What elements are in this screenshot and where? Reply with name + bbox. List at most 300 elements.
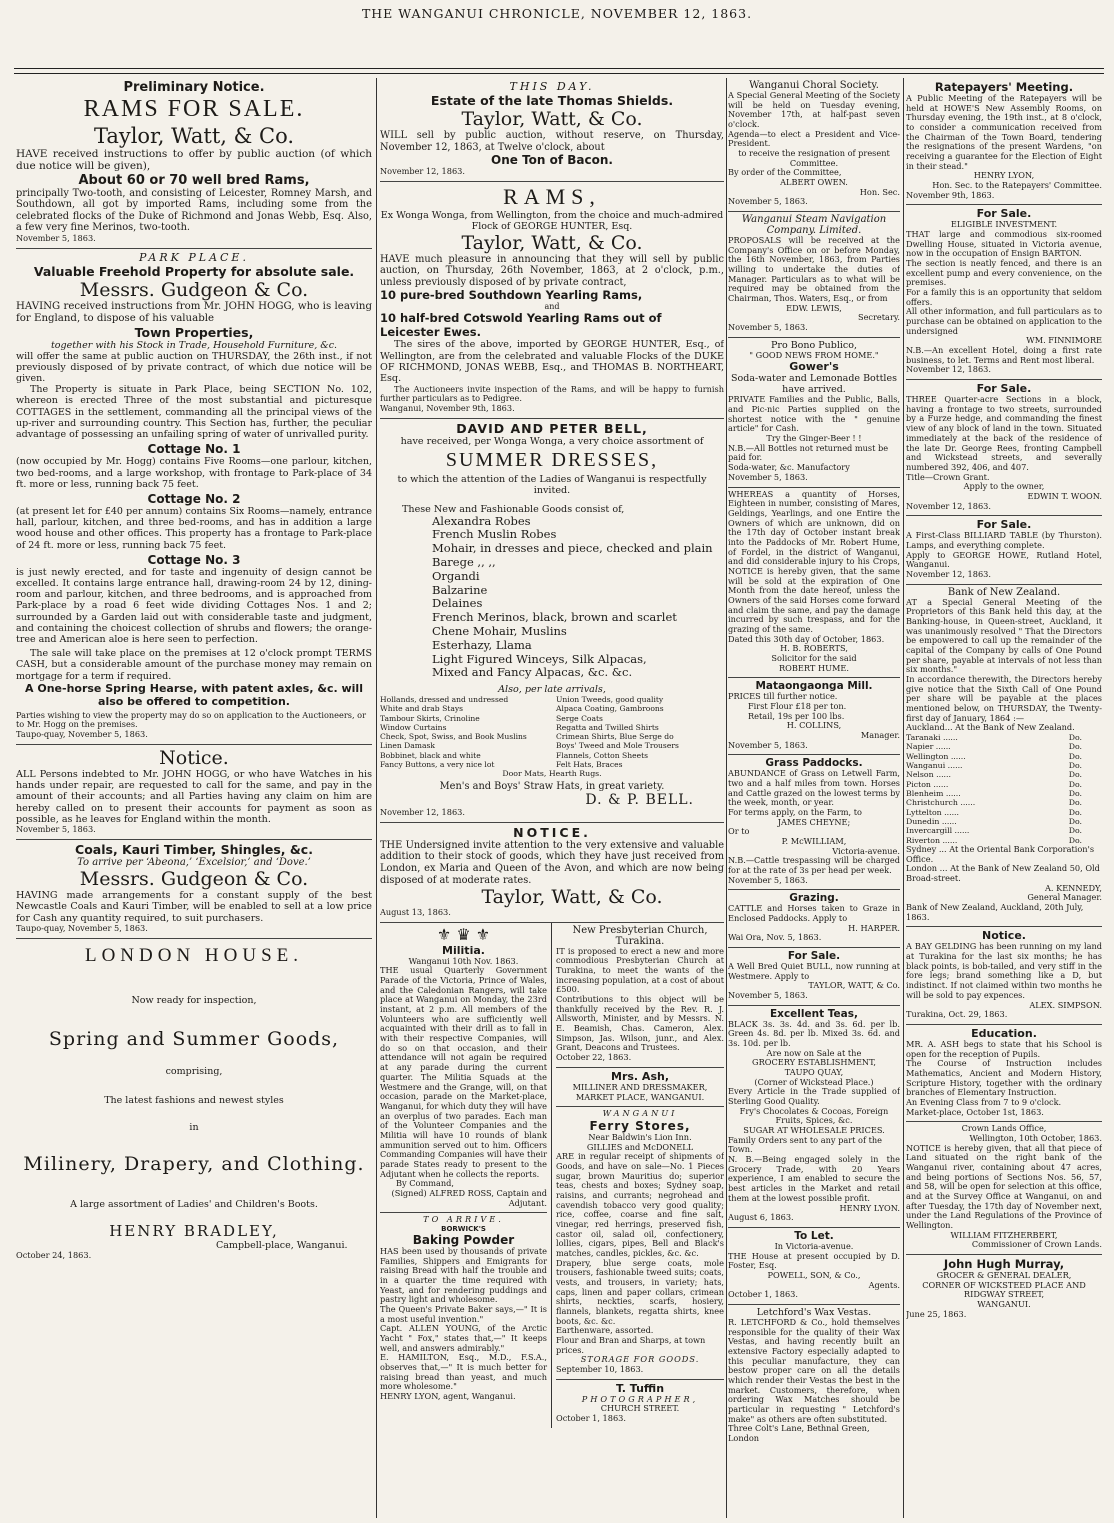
firm-name: Messrs. Gudgeon & Co.: [79, 868, 309, 890]
ad-title: Excellent Teas,: [770, 1007, 858, 1020]
ad-title: Baking Powder: [412, 1232, 515, 1247]
ad-date: Market-place, October 1st, 1863.: [906, 1106, 1044, 1117]
ad-excellent-teas: [728, 1006, 900, 1228]
ad-choral-society: [728, 78, 900, 212]
ad-street: CHURCH STREET.: [600, 1403, 680, 1414]
bank-place-name: Invercargill ......: [906, 826, 970, 836]
ad-body: PRIVATE Families and the Public, Balls, and Pic-nic Parties supplied on the shortest notice with the " genuine article" for Cash.: [728, 394, 900, 434]
goods-item: Light Figured Winceys, Silk Alpacas,: [432, 651, 647, 666]
ad-sugar: SUGAR AT WHOLESALE PRICES.: [743, 1125, 885, 1136]
ad-date: August 6, 1863.: [728, 1212, 794, 1223]
ad-price-2: Retail, 19s per 100 lbs.: [748, 710, 845, 721]
ad-title: NOTICE.: [513, 824, 591, 840]
ad-for-sale-sections: [906, 380, 1102, 516]
ad-or: Or to: [728, 826, 750, 837]
ad-body: WHEREAS a quantity of Horses, Eighteen in number, consisting of Mares, Geldings, Yearlings, and one Entire the Owners of which are unknown, did on the 17th day of October instant break into the Paddocks of Mr. Robert Hume, of Fordel, in the district of Wanganui, and did considerable injury to his Crops, NOTICE is hereby given, that the same will be sold at the expiration of One Month from the date hereof, unless the Owners of the said Horses come forward and claim the same, and pay the damage incurred by such trespass, and for the grazing of the same.: [728, 488, 900, 634]
ad-title: Grazing.: [789, 892, 839, 905]
ad-apply: Apply to the owner,: [963, 481, 1045, 492]
ad-date: October 1, 1863.: [728, 1289, 798, 1300]
ad-body: A First-Class BILLIARD TABLE (by Thurston). Lamps, and everything complete.: [906, 530, 1102, 550]
ad-and: and: [544, 302, 560, 312]
ad-signature: POWELL, SON, & Co.,: [767, 1269, 861, 1280]
ad-signature: WILLIAM FITZHERBERT,: [950, 1229, 1058, 1240]
ad-for-sale-house: [906, 205, 1102, 380]
ad-title: Mrs. Ash,: [611, 1069, 669, 1083]
ad-coals: [16, 840, 372, 939]
goods-item: Chene Mohair, Muslins: [432, 624, 567, 639]
ad-trade: PHOTOGRAPHER,: [581, 1393, 699, 1404]
bank-place-row: [906, 789, 1102, 798]
ad-body: A Well Bred Quiet BULL, now running at Westmere. Apply to: [728, 961, 900, 981]
ad-date: November 5, 1863.: [728, 471, 808, 482]
ad-trade: MILLINER AND DRESSMAKER,: [572, 1081, 708, 1092]
ad-address: Victoria-avenue.: [832, 845, 900, 856]
goods-item: Mixed and Fancy Alpacas, &c. &c.: [432, 665, 633, 680]
cottage-2-heading: Cottage No. 2: [147, 491, 241, 506]
ad-date: August 13, 1863.: [380, 907, 451, 918]
ad-rams-hunter: [380, 182, 724, 419]
ad-auckland: Auckland... At the Bank of New Zealand.: [906, 722, 1075, 733]
ad-sydney: Sydney ... At the Oriental Bank Corporation's Office.: [906, 844, 1095, 864]
column-3: [728, 78, 900, 1518]
ad-signature: EDW. LEWIS,: [786, 302, 842, 313]
ad-body: IT is proposed to erect a new and more commodious Presbyterian Church at Turakina, to meet the wants of the increasing population, at a cost of about £500.: [556, 945, 724, 995]
ad-for-sale-billiard: [906, 516, 1102, 584]
ad-body: THE Undersigned invite attention to the very extensive and valuable addition to their stock of goods, which they have just received from London, ex Maria and Queen of the Avon, and which are now being disposed of at moderate rates.: [380, 839, 724, 886]
ad-quote-1: The Queen's Private Baker says,—" It is a most useful invention.": [380, 1303, 547, 1324]
ad-date: Taupo-quay, November 5, 1863.: [16, 922, 148, 933]
ad-where: In Victoria-avenue.: [774, 1240, 854, 1251]
ad-title: For Sale.: [976, 207, 1032, 221]
ad-big: SUMMER DRESSES,: [445, 448, 659, 471]
ad-gowers: [728, 338, 900, 488]
ad-signature: HENRY BRADLEY,: [109, 1221, 279, 1240]
ad-title: DAVID AND PETER BELL,: [456, 420, 648, 436]
ad-dateline: Wanganui 10th Nov. 1863.: [408, 955, 519, 966]
ad-title: Ferry Stores,: [589, 1118, 691, 1133]
ad-date: November 12, 1863.: [380, 166, 465, 177]
ad-bull: [728, 948, 900, 1006]
ad-corner: CORNER OF WICKSTEED PLACE AND RIDGWAY STREET,: [922, 1279, 1086, 1300]
late-arrival-item: Check, Spot, Swiss, and Book Muslins: [380, 732, 527, 742]
bank-place-ditto: Do.: [1068, 732, 1082, 742]
cottage-1-heading: Cottage No. 1: [147, 442, 241, 457]
late-arrival-item: Crimean Shirts, Blue Serge do: [556, 732, 674, 742]
ad-lot-2: 10 half-bred Cotswold Yearling Rams out of Leicester Ewes.: [380, 311, 662, 340]
late-arrivals-right: [556, 695, 724, 769]
late-arrival-item: Bobbinet, black and white: [380, 750, 481, 760]
ad-evening: An Evening Class from 7 to 9 o'clock.: [906, 1096, 1062, 1107]
ad-line: A large assortment of Ladies' and Children's Boots.: [70, 1198, 318, 1210]
ad-view: Parties wishing to view the property may do so on application to the Auctioneers, or to Mr. Hogg on the premises.: [16, 709, 367, 730]
ad-line-big: Spring and Summer Goods,: [48, 1027, 340, 1050]
ad-body: HAVE received instructions to offer by public auction (of which due notice will be given),: [16, 148, 372, 173]
goods-item: Alexandra Robes: [432, 513, 531, 528]
goods-item: French Merinos, black, brown and scarlet: [432, 610, 677, 625]
ad-title: Notice.: [159, 746, 229, 769]
ad-role: Agents.: [868, 1279, 900, 1290]
ad-notice-hogg: [16, 745, 372, 840]
subcolumn-right: [552, 923, 724, 1428]
ad-invite: The Auctioneers invite inspection of the Rams, and will be happy to furnish further particulars as to Pedigree.: [380, 383, 724, 404]
bank-place-ditto: Do.: [1068, 789, 1082, 799]
bank-place-ditto: Do.: [1068, 761, 1082, 770]
ad-signature: H. COLLINS,: [786, 720, 842, 731]
ad-sires: The sires of the above, imported by GEORGE HUNTER, Esq., of Wellington, are from the celebrated and valuable Flocks of the DUKE OF RICHMOND, JONAS WEBB, Esq., and THOMAS B. NORTHEART, Esq.: [380, 339, 724, 385]
bank-place-row: [906, 752, 1102, 761]
ad-town: WANGANUI.: [977, 1298, 1031, 1309]
ad-sub: Soda-water and Lemonade Bottles have arrived.: [731, 373, 897, 396]
ad-title: LONDON HOUSE.: [84, 944, 304, 966]
ad-ferry-stores: [556, 1107, 724, 1379]
ad-signature-2: ROBERT HUME.: [779, 662, 849, 673]
ad-address: Three Colt's Lane, Bethnal Green, London: [728, 1423, 870, 1443]
goods-item: French Muslin Robes: [432, 527, 557, 542]
late-arrivals: [380, 695, 724, 769]
ad-signature: HENRY LYON, agent, Wanganui.: [380, 1390, 516, 1401]
bank-place-name: Wanganui ......: [906, 761, 963, 770]
ad-dated: Dated this 30th day of October, 1863.: [728, 633, 885, 644]
bank-place-ditto: Do.: [1068, 807, 1082, 817]
ad-nb: N.B.—An excellent Hotel, doing a first rate business, to let. Terms and Rent most liberal.: [906, 345, 1102, 365]
ad-signature: H. HARPER.: [848, 922, 900, 933]
ad-signature-2: P. McWILLIAM,: [781, 836, 847, 846]
ad-drapery: Drapery, blue serge coats, mole trousers, fashionable tweed suits; coats, vests, and trousers, in variety; hats, caps, linen and paper collars, crimean shirts, neckties, scarfs, hosiery, flannels, blankets, regatta shirts, knee boots, &c. &c.: [556, 1257, 724, 1326]
ad-hearse: A One-horse Spring Hearse, with patent axles, &c. will also be offered to competition.: [25, 681, 363, 708]
ad-role: Manager.: [860, 729, 900, 740]
ad-park-place: [16, 249, 372, 745]
ad-est: GROCERY ESTABLISHMENT,: [752, 1057, 876, 1068]
ad-date: September 10, 1863.: [556, 1363, 644, 1374]
ad-line-big: Milinery, Drapery, and Clothing.: [23, 1152, 365, 1175]
ad-nb: N.B.—All Bottles not returned must be paid for.: [728, 442, 889, 463]
firm-name: Taylor, Watt, & Co.: [461, 108, 643, 130]
ad-title: Grass Paddocks.: [765, 757, 863, 770]
ad-estate-shields: [380, 78, 724, 182]
ad-body: CATTLE and Horses taken to Graze in Enclosed Paddocks. Apply to: [728, 903, 900, 924]
ad-try: Try the Ginger-Beer ! !: [766, 433, 862, 444]
ad-title: For Sale.: [787, 950, 841, 963]
ad-brand: BORWICK'S: [441, 1224, 486, 1233]
ad-title: Education.: [971, 1026, 1037, 1040]
ad-signature: (Signed) ALFRED ROSS, Captain and Adjutant.: [391, 1187, 547, 1208]
ad-lot: About 60 or 70 well bred Rams,: [78, 172, 310, 188]
ad-late: Also, per late arrivals,: [498, 684, 606, 696]
ad-horses: [728, 488, 900, 679]
late-arrival-item: White and drab Stays: [380, 704, 464, 714]
ad-kicker: TO ARRIVE.: [423, 1214, 504, 1225]
bank-place-row: [906, 808, 1102, 817]
bank-place-name: Lyttelton ......: [906, 807, 960, 817]
goods-item: Barege ,, ,,: [432, 555, 496, 570]
ad-quay: TAUPO QUAY,: [784, 1067, 844, 1078]
ad-body: NOTICE is hereby given, that all that piece of Land situated on the right bank of the Wanganui river, containing about 47 acres, and being portions of Sections Nos. 56, 57, and 58, will be open for selection at this office, and at the Survey Office at Wanganui, on and after Tuesday, the 17th day of November next, under the Land Regulations of the Province of Wellington.: [906, 1142, 1102, 1230]
ad-body: A BAY GELDING has been running on my land at Turakina for the last six months; he has black points, is bob-tailed, and very stiff in the fore legs; brand something like a D, but indistinct. If not claimed within two months he will be sold to pay expences.: [906, 941, 1102, 1000]
ad-body: ARE in regular receipt of shipments of Goods, and have on sale—No. 1 Pieces sugar, brown Mauritius do; superior teas, chests and boxes; Sydney soap, raisins, and currants; negrohead and cavendish tobacco very good quality; rice, coffee, coarse and fine salt, vinegar, red herrings, preserved fish, castor oil, salad oil, confectionery, lollies, cigars, pipes, Bell and Black's matches, candles, pickles, &c. &c.: [556, 1151, 724, 1258]
crown-emblem-icon: ⚜ ♛ ⚜: [436, 924, 491, 944]
ad-family: Family Orders sent to any part of the Town.: [728, 1134, 882, 1155]
ad-bell: [380, 419, 724, 823]
ad-date: June 25, 1863.: [906, 1308, 967, 1319]
late-arrivals-left: [380, 695, 548, 769]
column-4: [906, 78, 1102, 1518]
ad-offer: will offer the same at public auction on THURSDAY, the 26th inst., if not previously disposed of by private contract, of which due notice will be given.: [16, 350, 372, 385]
bank-place-ditto: Do.: [1068, 826, 1082, 836]
ad-quote-2: Capt. ALLEN YOUNG, of the Arctic Yacht " Fox," states that,—" It keeps well, and answers admirably.": [380, 1323, 547, 1353]
column-divider: [903, 78, 904, 1518]
ad-course: The Course of Instruction includes Mathematics, Ancient and Modern History, Scripture History, together with the ordinary branches of Elementary Instruction.: [906, 1058, 1102, 1098]
cottage-3-body: is just newly erected, and for taste and ingenuity of design cannot be excelled. It contains large entrance hall, drawing-room 24 by 12, dining-room and parlour, kitchen, and three bedrooms, and is approached from Park-place by a road 6 feet wide dividing Cottages Nos. 1 and 2; surrounded by a Garden laid out with considerable taste and judgment, and containing the choicest collection of shrubs and flowers; the orange-tree and American aloe is here seen to perfection.: [16, 566, 372, 645]
bank-place-name: Riverton ......: [906, 835, 958, 845]
ad-presbyterian-church: [556, 923, 724, 1068]
ad-militia: [380, 923, 547, 1213]
ad-to-let: [728, 1228, 900, 1305]
ad-terms: For terms apply, on the Farm, to: [728, 806, 862, 817]
cottage-2-body: (at present let for £40 per annum) contains Six Rooms—namely, entrance hall, parlour, kitchen, and three bed-rooms, and has in addition a large wood house and other offices. This property has a frontage to Park-place of 24 ft. more or less, running back 75 feet.: [16, 505, 372, 551]
ad-tuffin: [556, 1380, 724, 1428]
ad-role: Solicitor for the said: [771, 652, 857, 663]
bank-place-row: [906, 742, 1102, 751]
ad-signature: JAMES CHEYNE;: [777, 816, 851, 827]
ad-accord: In accordance therewith, the Directors hereby give notice that the Sixth Call of One Pound per share will be payable at the places mentioned below, on THURSDAY, the Twenty-first day of January, 1864 :—: [906, 673, 1102, 723]
ad-terms: The sale will take place on the premises at 12 o'clock prompt TERMS CASH, but a considerable amount of the purchase money may remain on mortgage for a term if required.: [16, 648, 372, 682]
ad-signature: H. B. ROBERTS,: [780, 643, 848, 654]
bank-place-name: Napier ......: [906, 742, 951, 752]
ad-title: For Sale.: [976, 382, 1032, 396]
bank-place-ditto: Do.: [1068, 770, 1082, 780]
ad-date: November 12, 1863.: [906, 500, 991, 511]
ad-body: HAVING made arrangements for a constant supply of the best Newcastle Coals and Kauri Timber, will be enabled to sell at a low price for Cash any quantity required, to suit purchasers.: [16, 890, 372, 924]
column-2-subcolumns: [380, 923, 724, 1428]
ad-title: Bank of New Zealand.: [947, 586, 1061, 598]
ad-title: Valuable Freehold Property for absolute sale.: [33, 263, 355, 279]
ad-situation: The Property is situate in Park Place, being SECTION No. 102, whereon is erected Three of the most substantial and picturesque COTTAGES in the settlement, commanding all the principal views of the up-river and surrounding country. This Section has, further, the peculiar advantage of possessing an unfailing spring of water of unrivalled purity.: [16, 384, 372, 441]
ad-body: AT a Special General Meeting of the Proprietors of this Bank held this day, at the Banking-house, in Queen-street, Auckland, it was unanimously resolved " That the Directors be empowered to call up the remainder of the capital of the Company by calls of One Pound per share, payable at intervals of not less than six months.": [906, 596, 1102, 675]
ad-title: Notice.: [982, 929, 1026, 943]
ad-agenda: Agenda—to elect a President and Vice-President.: [728, 128, 900, 149]
ad-lot: One Ton of Bacon.: [491, 153, 613, 168]
bank-place-row: [906, 817, 1102, 826]
ad-signature: TAYLOR, WATT, & Co.: [808, 980, 900, 991]
late-arrival-item: Regatta and Twilled Shirts: [556, 722, 659, 732]
ad-line: The latest fashions and newest styles: [104, 1094, 284, 1106]
ad-grass-paddocks: [728, 755, 900, 890]
ad-sub: ELIGIBLE INVESTMENT.: [950, 219, 1058, 230]
late-arrival-item: Flannels, Cotton Sheets: [556, 750, 649, 760]
ad-signature: WM. FINNIMORE: [1026, 335, 1102, 346]
bank-place-row: [906, 770, 1102, 779]
ad-signature: D. & P. BELL.: [585, 792, 694, 809]
ad-signature: HENRY LYON.: [839, 1202, 900, 1213]
ad-notice-taylor: [380, 823, 724, 923]
ad-body: R. LETCHFORD & Co., hold themselves responsible for the quality of their Wax Vestas, and having recently built an extensive Factory especially adapted to this peculiar manufacture, they can bestow proper care on all the details which render their Vestas the best in the market. Customers, therefore, when ordering Wax Matches should be particular in requesting " Letchford's make" as others are often substituted.: [728, 1316, 900, 1424]
ad-sub: Ex Wonga Wonga, from Wellington, from the choice and much-admired Flock of GEORGE HUNTER, Esq.: [380, 209, 724, 232]
ad-corner: (Corner of Wickstead Place.): [754, 1076, 874, 1087]
bank-place-ditto: Do.: [1068, 835, 1082, 845]
column-divider: [376, 78, 377, 1518]
ad-sign: Soda-water, &c. Manufactory: [728, 462, 850, 473]
ad-title: For Sale.: [976, 518, 1032, 532]
ad-lot-1: 10 pure-bred Southdown Yearling Rams,: [380, 288, 643, 303]
ad-flour: Flour and Bran and Sharps, at town prices.: [556, 1334, 706, 1355]
late-arrival-item: Tambour Skirts, Crinoline: [380, 713, 480, 723]
bank-place-name: Nelson ......: [906, 770, 951, 780]
ad-body: HAS been used by thousands of private Families, Shippers and Emigrants for raising Bread with half the trouble and in a quarter the time required with Yeast, and for rendering puddings and pastry light and wholesome.: [380, 1245, 547, 1305]
cottage-3-heading: Cottage No. 3: [147, 552, 241, 567]
ad-body: PRICES till further notice.: [728, 691, 838, 702]
ad-title: New Presbyterian Church, Turakina.: [572, 924, 708, 947]
subcolumn-left: [380, 923, 552, 1428]
ad-kicker: Pro Bono Publico,: [771, 339, 857, 351]
ad-body: PROPOSALS will be received at the Company's Office on or before Monday, the 16th November, 1863, from Parties willing to undertake the duties of Manager. Particulars as to what will be required may be obtained from the Chairman, Thos. Waters, Esq., or from: [728, 235, 900, 304]
ad-address: Campbell-place, Wanganui.: [216, 1239, 348, 1251]
bank-place-name: Dunedin ......: [906, 817, 957, 827]
ad-date: November 5, 1863.: [728, 196, 808, 207]
ad-arrive: To arrive per ‘Abeona,’ ‘Excelsior,’ and ‘Dove.’: [77, 857, 311, 868]
ad-rams-for-sale: [16, 78, 372, 249]
firm-name: Messrs. Gudgeon & Co.: [79, 278, 309, 301]
late-arrival-item: Linen Damask: [380, 741, 436, 751]
bank-place-ditto: Do.: [1068, 742, 1082, 752]
bank-place-row: [906, 826, 1102, 835]
ad-wax-vestas: [728, 1305, 900, 1448]
goods-item: Esterhazy, Llama: [432, 637, 532, 652]
ad-body: THE House at present occupied by D. Foster, Esq.: [728, 1250, 900, 1271]
ad-crown-lands: [906, 1122, 1102, 1255]
ad-date: October 24, 1863.: [16, 1249, 92, 1260]
goods-item: Mohair, in dresses and piece, checked and plain: [432, 541, 713, 556]
ad-education: [906, 1025, 1102, 1122]
ad-attn: to which the attention of the Ladies of Wanganui is respectfully invited.: [397, 473, 707, 496]
bank-place-row: [906, 761, 1102, 770]
ad-body: THE usual Quarterly Government Parade of the Victoria, Prince of Wales, and the Caledonian Rangers, will take place at Wanganui on Monday, the 23rd instant, at 2 p.m. All members of the Volunteers who are sufficiently well acquainted with their drill as to fall in with their respective Companies, will do so on that occasion, and their attendance will not again be required at any parade during the current quarter. The Militia Squads at the Westmere and the Grange, will, on that occasion, parade on the Market-place, Wanganui, for which duty they will have an overplus of two parades. Each man of the Volunteer Companies and the Militia will have 10 rounds of blank ammunition served out to him. Officers Commanding Companies will have their parade States ready to present to the Adjutant when he collects the reports.: [380, 965, 547, 1179]
ad-title: T. Tuffin: [615, 1381, 665, 1395]
ad-intro: have received, per Wonga Wonga, a very choice assortment of: [400, 435, 704, 447]
ad-role: Hon. Sec.: [859, 186, 900, 197]
bank-place-name: Wellington ......: [906, 751, 966, 761]
masthead-rule-lower: [14, 73, 1104, 74]
ad-date: October 22, 1863.: [556, 1052, 632, 1063]
ad-title: Ratepayers' Meeting.: [934, 80, 1074, 94]
ad-title: RAMS,: [503, 183, 601, 209]
ad-date: November 12, 1863.: [906, 568, 991, 579]
ad-role: Commissioner of Crown Lands.: [971, 1239, 1102, 1250]
ad-body: HAVE much pleasure in announcing that they will sell by public auction, on Thursday, 26th November, 1863, at 2 o'clock, p.m., unless previously disposed of by private contract,: [380, 253, 724, 288]
ad-title: John Hugh Murray,: [943, 1256, 1065, 1271]
ad-line: comprising,: [165, 1065, 223, 1077]
ad-hats: Men's and Boys' Straw Hats, in great variety.: [439, 781, 665, 793]
ad-kicker: Preliminary Notice.: [123, 80, 265, 95]
bank-places-table: [906, 733, 1102, 845]
bank-place-name: Taranaki ......: [906, 732, 958, 742]
late-arrival-item: Union Tweeds, good quality: [556, 695, 664, 705]
goods-item: Balzarine: [432, 582, 488, 597]
ad-info: All other information, and full particulars as to purchase can be obtained on application to the undersigned: [906, 306, 1102, 336]
bank-place-name: Picton ......: [906, 779, 949, 789]
late-arrival-item: Hollands, dressed and undressed: [380, 695, 509, 705]
ad-mrs-ash: [556, 1068, 724, 1107]
ad-contrib: Contributions to this object will be thankfully received by the Rev. R. J. Allsworth, Minister, and by Messrs. N. E. Beamish, Chas. Cameron, Alex. Simpson, Jas. Wilson, junr., and Alex. Grant, Deacons and Trustees.: [556, 994, 724, 1053]
ad-family: For a family this is an opportunity that seldom offers.: [906, 287, 1102, 307]
ad-body: THREE Quarter-acre Sections in a block, having a frontage to two streets, surrounded by a Furze hedge, and commanding the finest view of any block of land in the town. Situated immediately at the back of the residence of the late Dr. George Rees, fronting Campbell and Wickstead streets, and severally numbered 392, 406, and 407.: [906, 394, 1102, 472]
ad-dateline: Wellington, 10th October, 1863.: [969, 1132, 1102, 1143]
ad-date: November 5, 1863.: [16, 824, 96, 835]
ad-date: Wanganui, November 9th, 1863.: [380, 403, 515, 413]
ad-every: Every Article in the Trade supplied of Sterling Good Quality.: [728, 1086, 900, 1107]
bank-place-name: Christchurch ......: [906, 798, 976, 808]
ad-london-house: [16, 939, 372, 1265]
masthead: THE WANGANUI CHRONICLE, NOVEMBER 12, 1863.: [361, 6, 753, 21]
ad-signature: ALBERT OWEN.: [780, 177, 848, 188]
bank-place-row: [906, 733, 1102, 742]
ad-signature: A. KENNEDY,: [1044, 882, 1102, 893]
ad-date: November 12, 1863.: [906, 364, 991, 375]
ad-prices: BLACK 3s. 3s. 4d. and 3s. 6d. per lb. Green 4s. 8d. per lb. Mixed 3s. 6d. and 3s. 10d. per lb.: [728, 1018, 900, 1049]
ad-date: November 5, 1863.: [728, 874, 808, 885]
column-1: [16, 78, 372, 1518]
ad-signature: HENRY LYON,: [973, 170, 1035, 181]
ad-steam-navigation: [728, 212, 900, 338]
ad-kicker: PARK PLACE.: [139, 250, 249, 264]
ad-date: Taupo-quay, November 5, 1863.: [16, 729, 148, 740]
ad-trade: GROCER & GENERAL DEALER,: [936, 1269, 1072, 1280]
ad-price-1: First Flour £18 per ton.: [748, 700, 847, 711]
ad-date: November 5, 1863.: [16, 232, 96, 243]
late-arrival-item: Alpaca Coating, Gambroons: [556, 704, 664, 714]
ad-notice-gelding: [906, 927, 1102, 1024]
ad-body: MR. A. ASH begs to state that his School is open for the reception of Pupils.: [906, 1038, 1102, 1059]
ad-kicker: THIS DAY.: [509, 80, 595, 93]
late-arrival-item: Boys' Tweed and Mole Trousers: [556, 741, 679, 751]
ad-ware: Earthenware, assorted.: [556, 1325, 654, 1336]
ad-place: MARKET PLACE, WANGANUI.: [575, 1091, 705, 1102]
ad-baking-powder: [380, 1213, 547, 1405]
ad-ratepayers: [906, 78, 1102, 205]
ad-receive: to receive the resignation of present Committee.: [738, 148, 890, 168]
ad-body: THAT large and commodious six-roomed Dwelling House, situated in Victoria avenue, now in the occupation of Ensign BARTON.: [906, 229, 1102, 259]
column-2: [380, 78, 724, 1518]
ad-fry: Fry's Chocolates & Cocoas, Foreign Fruits, Spices, &c.: [739, 1105, 889, 1126]
ad-by: By Command,: [396, 1178, 454, 1189]
ad-role: Secretary.: [857, 312, 900, 323]
late-arrival-item: Window Curtains: [380, 722, 447, 732]
firm-name: Taylor, Watt, & Co.: [93, 124, 295, 148]
bank-place-name: Blenheim ......: [906, 789, 961, 799]
bank-place-row: [906, 798, 1102, 807]
ad-nb: N.B.—Cattle trespassing will be charged for at the rate of 3s per head per week.: [728, 855, 900, 876]
ad-firm: GILLIES and McDONELL: [586, 1141, 694, 1152]
ad-line: in: [189, 1121, 199, 1133]
ad-desc: principally Two-tooth, and consisting of Leicester, Romney Marsh, and Southdown, all got by imported Rams, including some from the celebrated flocks of the Duke of Richmond and Jonas Webb, Esq. Also, a few very fine Merinos, two-tooth.: [16, 187, 372, 234]
ad-body: A Special General Meeting of the Society will be held on Tuesday evening, November 17th, at half-past seven o'clock.: [728, 90, 900, 130]
ad-apply: Apply to GEORGE HOWE, Rutland Hotel, Wanganui.: [906, 549, 1102, 570]
ad-date: November 12, 1863.: [380, 807, 465, 818]
ad-date: Turakina, Oct. 29, 1863.: [906, 1009, 1008, 1020]
ad-title-grant: Title—Crown Grant.: [906, 471, 990, 482]
goods-item: Organdi: [432, 568, 480, 583]
ad-sale: Are now on Sale at the: [766, 1047, 862, 1058]
ad-date: Wai Ora, Nov. 5, 1863.: [728, 932, 822, 943]
ad-title: Letchford's Wax Vestas.: [756, 1306, 872, 1318]
ad-title: Estate of the late Thomas Shields.: [430, 93, 674, 108]
ad-title: Coals, Kauri Timber, Shingles, &c.: [75, 842, 313, 857]
bank-place-row: [906, 780, 1102, 789]
ad-john-hugh-murray: [906, 1255, 1102, 1323]
ad-signature: ALEX. SIMPSON.: [1029, 999, 1102, 1010]
ad-date: October 1, 1863.: [556, 1412, 626, 1423]
ad-title: Militia.: [442, 943, 485, 957]
ad-date: November 5, 1863.: [728, 739, 808, 750]
